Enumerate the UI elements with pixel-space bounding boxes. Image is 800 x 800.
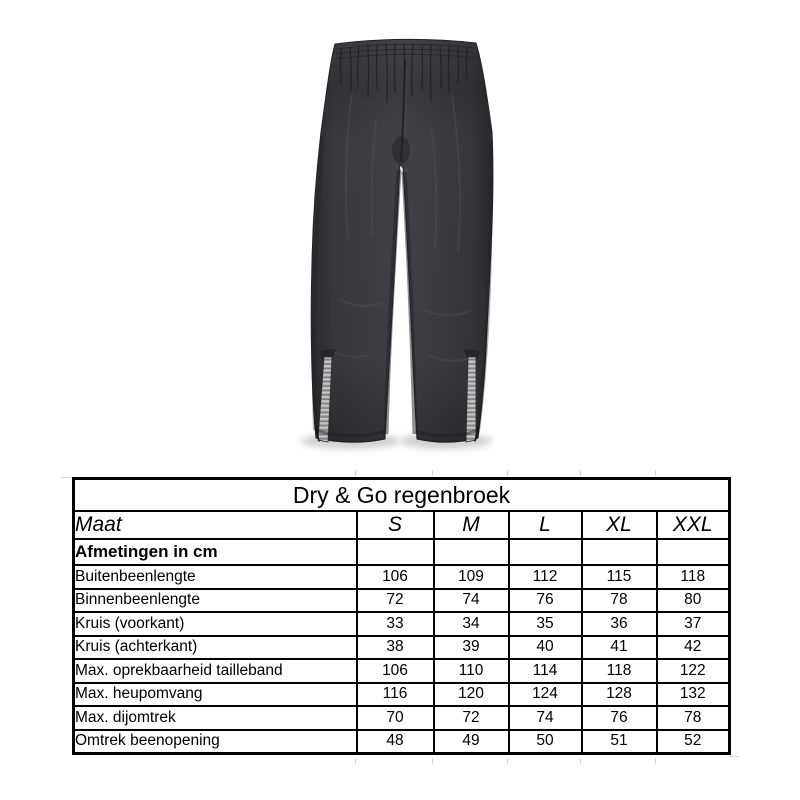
gridline-tick xyxy=(432,758,433,764)
cell-value: 80 xyxy=(657,589,730,613)
cell-value: 106 xyxy=(357,659,434,683)
cell-value: 50 xyxy=(509,730,582,754)
cell-value: 42 xyxy=(657,636,730,660)
cell-value: 51 xyxy=(582,730,657,754)
cell-value: 106 xyxy=(357,565,434,589)
gridline-tick xyxy=(355,470,356,476)
gridline-tick xyxy=(729,756,739,757)
row-label: Omtrek beenopening xyxy=(74,730,357,754)
size-header-m: M xyxy=(434,511,509,539)
cell-value: 114 xyxy=(509,659,582,683)
cell-value: 128 xyxy=(582,683,657,707)
gridline-tick xyxy=(507,758,508,764)
cell-value: 118 xyxy=(657,565,730,589)
row-label: Kruis (achterkant) xyxy=(74,636,357,660)
cell-value: 72 xyxy=(434,706,509,730)
table-row xyxy=(74,730,730,754)
cell-value: 120 xyxy=(434,683,509,707)
row-label: Max. dijomtrek xyxy=(74,706,357,730)
cell-value: 37 xyxy=(657,612,730,636)
cell-value: 36 xyxy=(582,612,657,636)
cell-value: 118 xyxy=(582,659,657,683)
empty-cell xyxy=(357,539,434,565)
cell-value: 48 xyxy=(357,730,434,754)
cell-value: 33 xyxy=(357,612,434,636)
cell-value: 74 xyxy=(509,706,582,730)
row-label: Max. oprekbaarheid tailleband xyxy=(74,659,357,683)
cell-value: 52 xyxy=(657,730,730,754)
cell-value: 34 xyxy=(434,612,509,636)
gridline-tick xyxy=(507,470,508,476)
section-row xyxy=(74,539,730,565)
table-row xyxy=(74,659,730,683)
gridline-tick xyxy=(432,470,433,476)
cell-value: 76 xyxy=(509,589,582,613)
cell-value: 78 xyxy=(657,706,730,730)
size-header-xl: XL xyxy=(582,511,657,539)
pants-silhouette xyxy=(311,39,493,442)
gridline-tick xyxy=(655,470,656,476)
table-row xyxy=(74,706,730,730)
gridline-tick xyxy=(61,477,71,478)
cell-value: 124 xyxy=(509,683,582,707)
cell-value: 109 xyxy=(434,565,509,589)
cell-value: 110 xyxy=(434,659,509,683)
table-row xyxy=(74,612,730,636)
size-header-l: L xyxy=(509,511,582,539)
gridline-tick xyxy=(655,758,656,764)
cell-value: 115 xyxy=(582,565,657,589)
size-header-xxl: XXL xyxy=(657,511,730,539)
empty-cell xyxy=(582,539,657,565)
cell-value: 41 xyxy=(582,636,657,660)
cell-value: 70 xyxy=(357,706,434,730)
cell-value: 40 xyxy=(509,636,582,660)
row-label: Kruis (voorkant) xyxy=(74,612,357,636)
empty-cell xyxy=(657,539,730,565)
cell-value: 76 xyxy=(582,706,657,730)
cell-value: 122 xyxy=(657,659,730,683)
table-row xyxy=(74,683,730,707)
table-row xyxy=(74,565,730,589)
cell-value: 49 xyxy=(434,730,509,754)
size-row-label: Maat xyxy=(74,511,357,539)
table-row xyxy=(74,636,730,660)
table-title-row xyxy=(74,479,730,512)
row-label: Buitenbeenlengte xyxy=(74,565,357,589)
table-row xyxy=(74,589,730,613)
empty-cell xyxy=(509,539,582,565)
cell-value: 74 xyxy=(434,589,509,613)
size-table xyxy=(72,477,731,755)
empty-cell xyxy=(434,539,509,565)
section-label: Afmetingen in cm xyxy=(74,539,357,565)
reflective-stripe-right xyxy=(466,357,476,442)
row-label: Max. heupomvang xyxy=(74,683,357,707)
table-title: Dry & Go regenbroek xyxy=(74,479,730,512)
gridline-tick xyxy=(355,758,356,764)
cell-value: 112 xyxy=(509,565,582,589)
size-header-row xyxy=(74,511,730,539)
cell-value: 39 xyxy=(434,636,509,660)
cell-value: 116 xyxy=(357,683,434,707)
cell-value: 35 xyxy=(509,612,582,636)
cell-value: 72 xyxy=(357,589,434,613)
gridline-tick xyxy=(580,470,581,476)
size-header-s: S xyxy=(357,511,434,539)
gridline-tick xyxy=(580,758,581,764)
cell-value: 78 xyxy=(582,589,657,613)
row-label: Binnenbeenlengte xyxy=(74,589,357,613)
cell-value: 38 xyxy=(357,636,434,660)
cell-value: 132 xyxy=(657,683,730,707)
